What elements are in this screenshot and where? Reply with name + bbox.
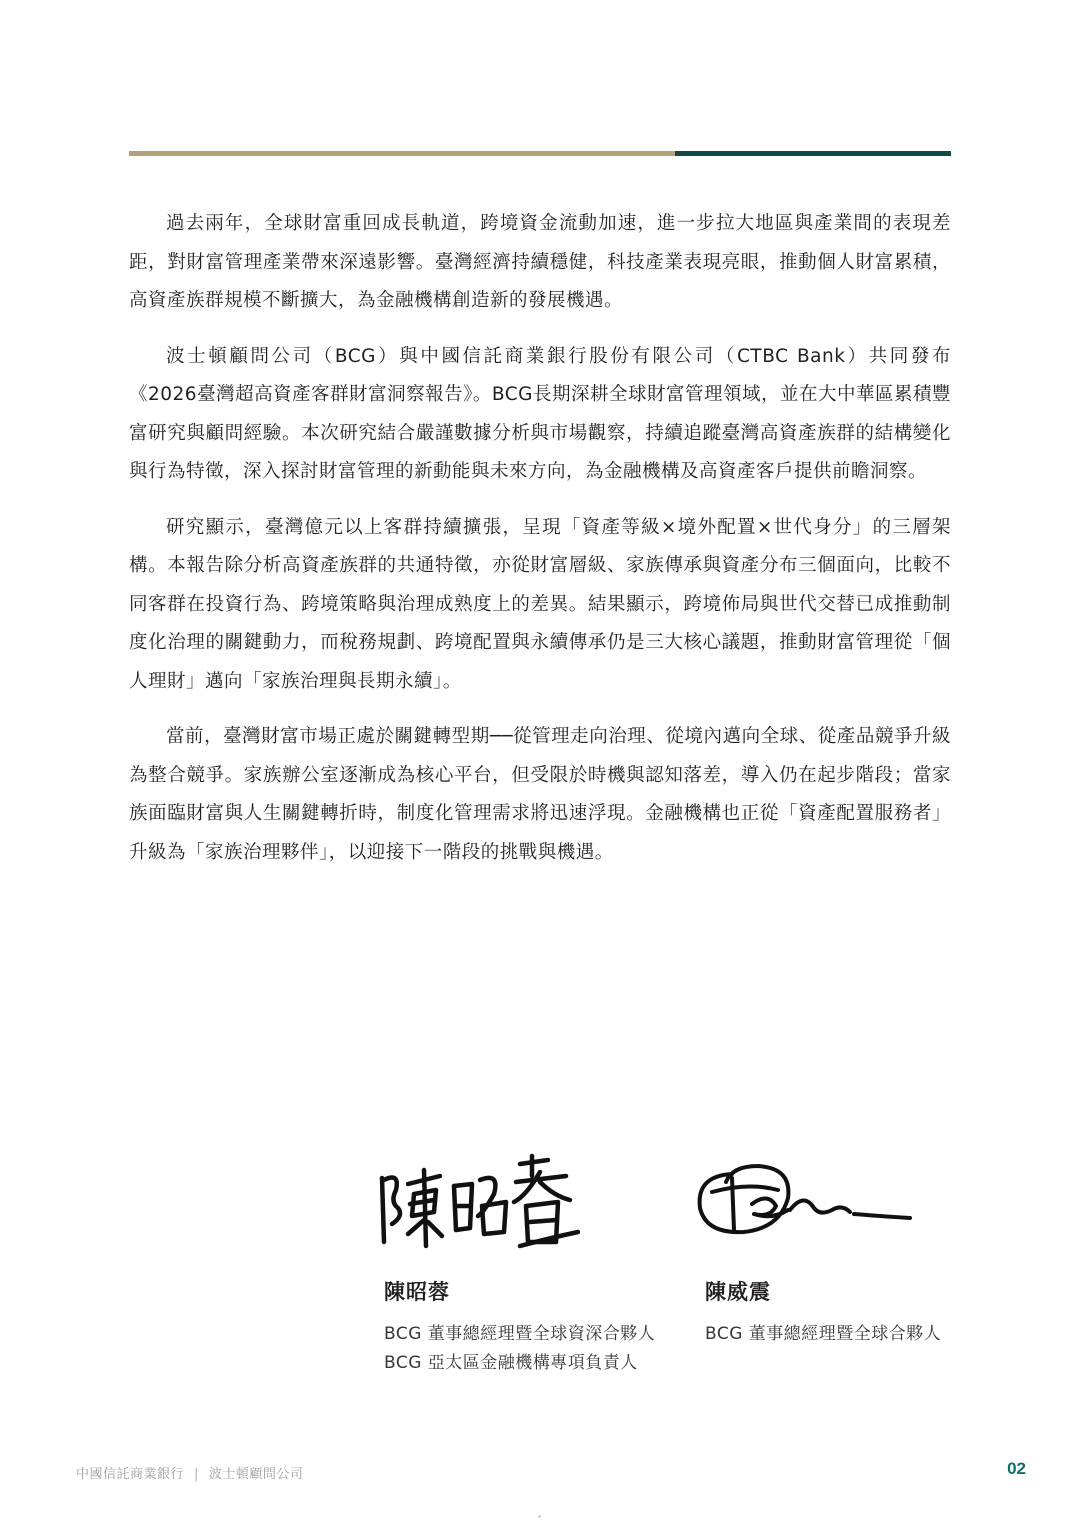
signer-right-title-1: BCG 董事總經理暨全球合夥人	[705, 1324, 942, 1344]
header-rule	[129, 151, 951, 156]
signer-left-title-2: BCG 亞太區金融機構專項負責人	[384, 1353, 638, 1373]
footer-org-ctbc: 中國信託商業銀行	[76, 1467, 185, 1482]
bottom-dot	[538, 1515, 541, 1518]
header-rule-gold-segment	[129, 151, 675, 156]
footer-organizations	[76, 1463, 303, 1482]
body-text	[129, 205, 951, 889]
footer-separator: |	[194, 1467, 199, 1482]
header-rule-teal-segment	[675, 151, 951, 156]
signer-left-name: 陳昭蓉	[384, 1280, 450, 1304]
signer-left-title-1: BCG 董事總經理暨全球資深合夥人	[384, 1324, 656, 1344]
signer-right	[705, 1276, 941, 1349]
paragraph-3: 研究顯示，臺灣億元以上客群持續擴張，呈現「資產等級×境外配置×世代身分」的三層架構。本報告除分析高資產族群的共通特徵，亦從財富層級、家族傳承與資產分布三個面向，比較不同客群在投資行為、跨境策略與治理成熟度上的差異。結果顯示，跨境佈局與世代交替已成推動制度化治理的關鍵動力，而稅務規劃、跨境配置與永續傳承仍是三大核心議題，推動財富管理從「個人理財」邁向「家族治理與長期永續」。	[129, 516, 951, 692]
handwritten-signature-right	[692, 1158, 922, 1238]
paragraph-2: 波士頓顧問公司（BCG）與中國信託商業銀行股份有限公司（CTBC Bank）共同發布《2026臺灣超高資產客群財富洞察報告》。BCG長期深耕全球財富管理領域，並在大中華區累積豐富研究與顧問經驗。本次研究結合嚴謹數據分析與市場觀察，持續追蹤臺灣高資產族群的結構變化與行為特徵，深入探討財富管理的新動能與未來方向，為金融機構及高資產客戶提供前瞻洞察。	[129, 345, 951, 482]
footer-org-bcg: 波士頓顧問公司	[208, 1467, 304, 1482]
signer-left	[384, 1276, 655, 1378]
signer-right-name: 陳威震	[705, 1280, 771, 1304]
paragraph-4: 當前，臺灣財富市場正處於關鍵轉型期──從管理走向治理、從境內邁向全球、從產品競爭升級為整合競爭。家族辦公室逐漸成為核心平台，但受限於時機與認知落差，導入仍在起步階段；當家族面臨財富與人生關鍵轉折時，制度化管理需求將迅速浮現。金融機構也正從「資產配置服務者」升級為「家族治理夥伴」，以迎接下一階段的挑戰與機遇。	[129, 726, 951, 863]
handwritten-signature-left	[370, 1150, 580, 1250]
page-number: 02	[1007, 1459, 1026, 1478]
paragraph-1: 過去兩年，全球財富重回成長軌道，跨境資金流動加速，進一步拉大地區與產業間的表現差距，對財富管理產業帶來深遠影響。臺灣經濟持續穩健，科技產業表現亮眼，推動個人財富累積，高資產族群規模不斷擴大，為金融機構創造新的發展機遇。	[129, 213, 951, 311]
